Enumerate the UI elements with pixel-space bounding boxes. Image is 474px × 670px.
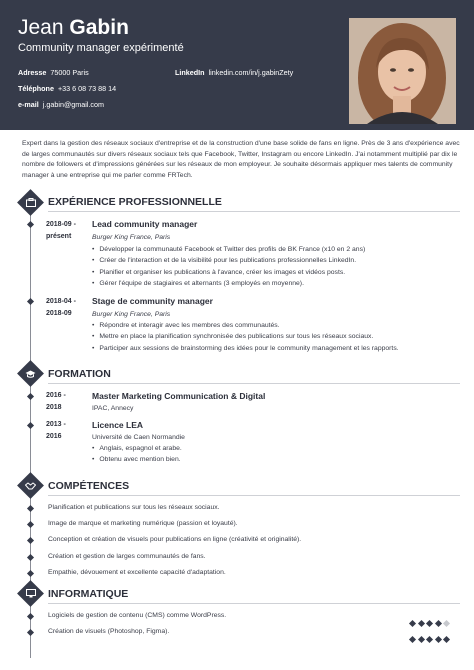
level-diamond — [417, 636, 424, 643]
skill-level-rating — [410, 629, 453, 647]
it-title: INFORMATIQUE — [48, 588, 129, 600]
level-diamond — [426, 620, 433, 627]
school-name: IPAC, Annecy — [92, 405, 134, 412]
it-skill-name: Création de visuels (Photoshop, Figma). — [48, 628, 170, 635]
contact-label: Téléphone — [18, 84, 54, 93]
it-skill-name: Logiciels de gestion de contenu (CMS) comme WordPress. — [48, 612, 227, 619]
contact-label: LinkedIn — [175, 68, 205, 77]
date-end: présent — [46, 233, 72, 240]
skill-item: Planification et publications sur tous les réseaux sociaux. — [48, 504, 220, 511]
date-start: 2018-04 - — [46, 298, 76, 305]
list-item: • Répondre et interagir avec les membres des communautés. — [92, 320, 399, 331]
it-section-icon — [17, 580, 44, 607]
job-title: Community manager expérimenté — [18, 42, 184, 54]
degree-name: Licence LEA — [92, 420, 144, 430]
contact-phone — [18, 84, 116, 94]
job-bullets — [92, 320, 399, 354]
timeline-dot — [27, 521, 34, 528]
experience-date — [46, 296, 76, 320]
experience-title: EXPÉRIENCE PROFESSIONNELLE — [48, 196, 222, 208]
monitor-icon — [21, 584, 40, 603]
timeline-dot — [27, 298, 34, 305]
education-title: FORMATION — [48, 368, 111, 380]
job-role: Lead community manager — [92, 219, 198, 229]
level-diamond — [409, 620, 416, 627]
list-item: • Créer de l'interaction et de la visibilité pour les publications professionnelles LinkedIn. — [92, 255, 365, 266]
skill-item: Image de marque et marketing numérique (passion et loyauté). — [48, 520, 238, 527]
skill-item: Conception et création de visuels pour publications en ligne (créativité et originalité). — [48, 536, 302, 543]
section-divider — [48, 383, 460, 384]
timeline-dot — [27, 554, 34, 561]
job-bullets — [92, 244, 365, 289]
last-name: Gabin — [69, 16, 129, 39]
experience-section-icon — [17, 189, 44, 216]
level-diamond — [426, 636, 433, 643]
date-start: 2013 - — [46, 421, 66, 428]
job-role: Stage de community manager — [92, 296, 213, 306]
timeline-dot — [27, 570, 34, 577]
list-item: • Planifier et organiser les publications à l'avance, créer les images et vidéos posts. — [92, 267, 365, 278]
section-divider — [48, 603, 460, 604]
level-diamond — [434, 636, 441, 643]
degree-name: Master Marketing Communication & Digital — [92, 391, 266, 401]
education-date — [46, 390, 66, 414]
contact-value[interactable]: linkedin.com/in/j.gabinZety — [208, 68, 294, 77]
contact-label: Adresse — [18, 68, 47, 77]
list-item: • Participer aux sessions de brainstorming des idées pour le community management et les rapports. — [92, 343, 399, 354]
skill-item: Création et gestion de larges communautés de fans. — [48, 553, 206, 560]
full-name — [18, 16, 129, 40]
timeline-dot — [27, 422, 34, 429]
level-diamond — [443, 620, 450, 627]
skill-item: Empathie, dévouement et excellente capacité d'adaptation. — [48, 569, 226, 576]
contact-email — [18, 100, 104, 110]
skills-title: COMPÉTENCES — [48, 480, 130, 492]
graduation-cap-icon — [21, 364, 40, 383]
timeline-dot — [27, 393, 34, 400]
timeline-dot — [27, 537, 34, 544]
list-item: • Mettre en place la planification synchronisée des publications sur tous les réseaux sociaux. — [92, 331, 399, 342]
list-item: • Anglais, espagnol et arabe. — [92, 443, 182, 454]
school-name: Université de Caen Normandie — [92, 434, 185, 441]
level-diamond — [409, 636, 416, 643]
contact-address — [18, 68, 89, 78]
section-divider — [48, 211, 460, 212]
contact-value[interactable]: j.gabin@gmail.com — [42, 100, 105, 109]
level-diamond — [434, 620, 441, 627]
education-date — [46, 419, 66, 443]
date-end: 2018-09 — [46, 310, 72, 317]
list-item: • Obtenu avec mention bien. — [92, 454, 182, 465]
job-company: Burger King France, Paris — [92, 311, 171, 318]
level-diamond — [417, 620, 424, 627]
list-item: • Gérer l'équipe de stagiaires et alternants (3 employés en moyenne). — [92, 278, 365, 289]
briefcase-icon — [21, 193, 40, 212]
experience-date — [46, 219, 76, 243]
handshake-icon — [21, 476, 40, 495]
level-diamond — [443, 636, 450, 643]
list-item: • Développer la communauté Facebook et Twitter des profils de BK France (x10 en 2 ans) — [92, 244, 365, 255]
date-end: 2016 — [46, 433, 62, 440]
job-company: Burger King France, Paris — [92, 234, 171, 241]
contact-label: e-mail — [18, 100, 39, 109]
degree-bullets — [92, 443, 182, 466]
date-start: 2016 - — [46, 392, 66, 399]
date-end: 2018 — [46, 404, 62, 411]
first-name: Jean — [18, 16, 64, 39]
profile-photo — [349, 18, 456, 124]
section-divider — [48, 495, 460, 496]
timeline-dot — [27, 613, 34, 620]
contact-linkedin — [175, 68, 293, 78]
skills-section-icon — [17, 472, 44, 499]
profile-summary: Expert dans la gestion des réseaux sociaux d'entreprise et de la construction d'une base solide de fans en ligne. Près de 3 ans d'expérience avec de larges communautés sur divers réseaux sociaux tels que Facebook, Twitter, Instagram ou encore LinkedIn. J'ai notamment multiplié par dix le nombre de followers et d'impressions générées sur les réseaux de mon employeur. Je souhaite désormais appliquer mes talents de community manager à une entreprise qui me parler comme FRTech. — [22, 140, 460, 179]
date-start: 2018-09 - — [46, 221, 76, 228]
contact-value: +33 6 08 73 88 14 — [57, 84, 117, 93]
contact-value: 75000 Paris — [50, 68, 89, 77]
timeline-dot — [27, 505, 34, 512]
timeline-dot — [27, 221, 34, 228]
resume-header — [0, 0, 474, 130]
timeline-dot — [27, 629, 34, 636]
portrait-image — [349, 18, 456, 124]
education-section-icon — [17, 360, 44, 387]
